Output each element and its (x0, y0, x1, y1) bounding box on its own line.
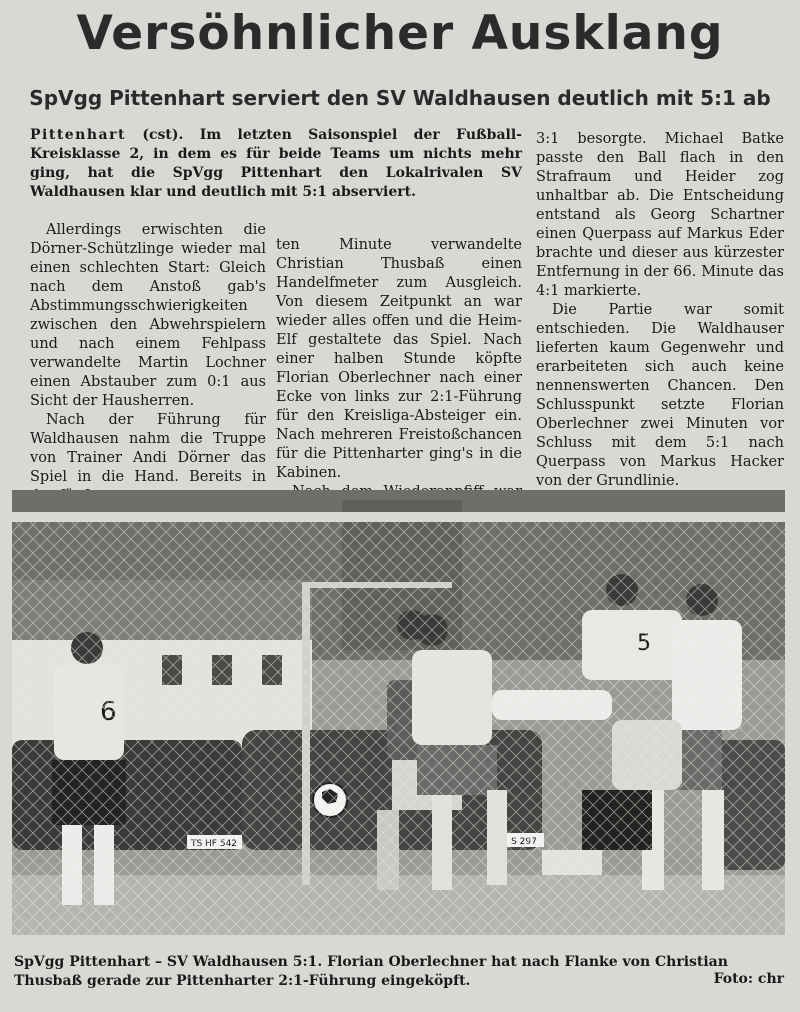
lead-text: (cst). Im letzten Saisonspiel der Fußball-Kreisklasse 2, in dem es für beide Teams um nichts mehr ging, hat die SpVgg Pittenhart den Lokalrivalen SV Waldhausen klar und deutlich mit 5:1 abserviert. (30, 127, 522, 200)
column1-paragraph-1: Allerdings erwischten die Dörner-Schützlinge wieder mal einen schlechten Start: Gleich nach dem Anstoß gab's Abstimmungsschwierigkeiten zwischen den Abwehrspielern und nach einem Fehlpass verwandelte Martin Lochner einen Abstauber zum 0:1 aus Sicht der Hausherren. (30, 222, 266, 409)
article-column-2 (276, 236, 522, 521)
photo-credit: Foto: chr (713, 971, 784, 987)
photo-caption: SpVgg Pittenhart – SV Waldhausen 5:1. Florian Oberlechner hat nach Flanke von Christian Thusbaß gerade zur Pittenharter 2:1-Führung eingeköpft. (14, 954, 728, 989)
goal-net (12, 520, 785, 935)
subheadline: SpVgg Pittenhart serviert den SV Waldhausen deutlich mit 5:1 ab (29, 86, 771, 110)
column3-paragraph-1: 3:1 besorgte. Michael Batke passte den Ball flach in den Strafraum und Heider zog unhaltbar ab. Die Entscheidung entstand als Georg Schartner einen Querpass auf Markus Eder brachte und dieser aus kürzester Entfernung in der 66. Minute das 4:1 markierte. (536, 131, 784, 299)
column3-paragraph-2: Die Partie war somit entschieden. Die Waldhauser lieferten kaum Gegenwehr und erarbeiteten sich auch keine nennenswerten Chancen. Den Schlusspunkt setzte Florian Oberlechner zwei Minuten vor Schluss mit dem 5:1 nach Querpass von Markus Hacker von der Grundlinie. (536, 302, 784, 489)
match-photo-illustration (12, 490, 785, 935)
dateline: Pittenhart (30, 127, 126, 143)
match-photo (12, 490, 785, 935)
lead-paragraph (30, 126, 522, 202)
column1-paragraph-2: Nach der Führung für Waldhausen nahm die Truppe von Trainer Andi Dörner das Spiel in die Hand. Bereits in (30, 412, 266, 485)
article-column-3 (536, 130, 784, 491)
headline: Versöhnlicher Ausklang (76, 6, 724, 61)
column2-paragraph-1: ten Minute verwandelte Christian Thusbaß einen Handelfmeter zum Ausgleich. Von diesem Zeitpunkt an war wieder alles offen und die Heim-Elf gestaltete das Spiel. Nach einer halben Stunde köpfte Florian Oberlechner nach einer Ecke von links zur 2:1-Führung für den Kreisliga-Absteiger ein. Nach mehreren Freistoßchancen für die Pittenharter ging's in die Kabinen. (276, 237, 522, 481)
